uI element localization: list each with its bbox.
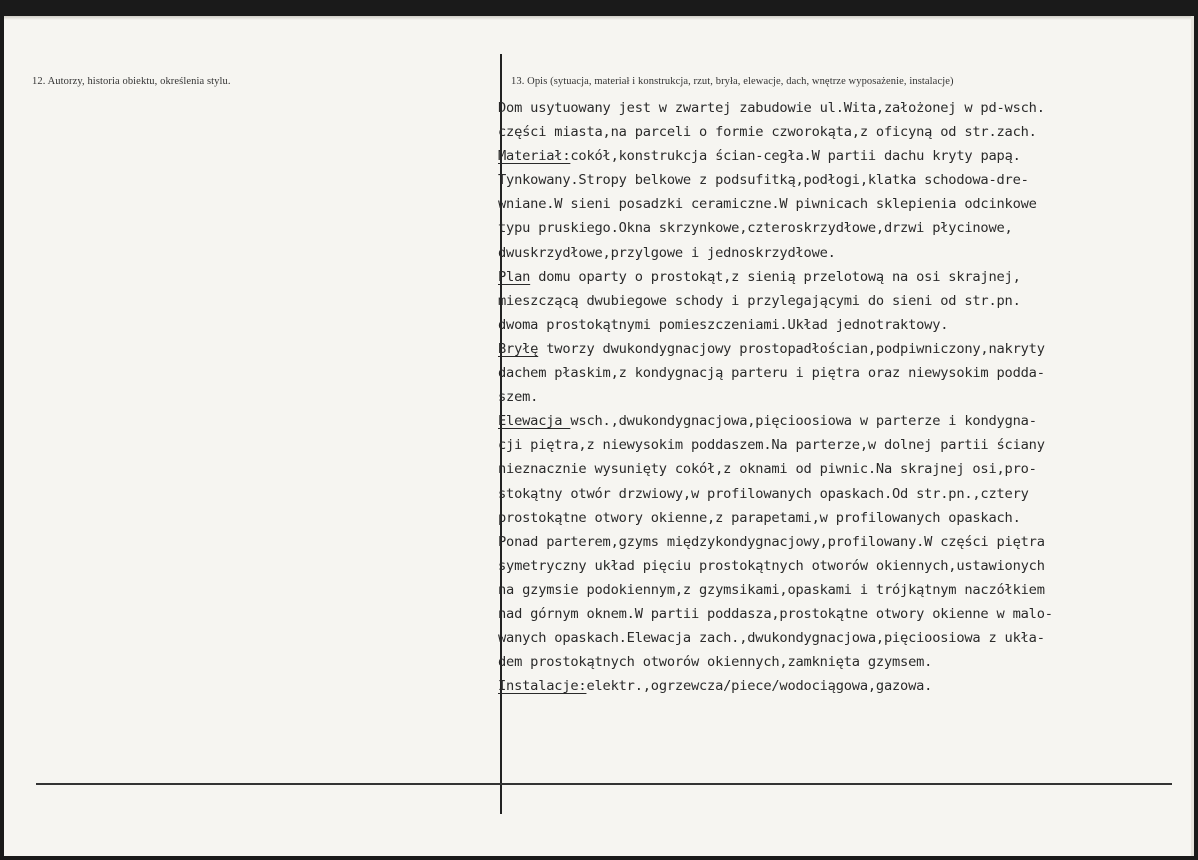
description-line-text: prostokątne otwory okienne,z parapetami,w profilowanych opaskach. [498,509,1021,526]
description-line [498,457,1194,481]
description-line-text: części miasta,na parceli o formie czworokąta,z oficyną od str.zach. [498,124,1037,141]
description-line-text: dachem płaskim,z kondygnacją parteru i piętra oraz niewysokim podda- [498,365,1045,382]
description-line [498,313,1194,337]
description-line-text: Dom usytuowany jest w zwartej zabudowie ul.Wita,założonej w pd-wsch. [498,100,1045,116]
description-line [498,602,1194,626]
description-line-text: symetryczny układ pięciu prostokątnych otworów okiennych,ustawionych [498,557,1045,574]
description-line [498,578,1194,602]
description-line [498,530,1194,554]
description-line [498,409,1194,433]
description-line [498,554,1194,578]
description-line-text: nad górnym oknem.W partii poddasza,prostokątne otwory okienne w malo- [498,605,1053,622]
description-line [498,241,1194,265]
sheet-top-edge [4,16,1194,20]
underlined-section-label: Instalacje: [498,678,587,695]
description-line-text: dwuskrzydłowe,przylgowe i jednoskrzydłowe. [498,244,836,261]
underlined-section-label: Materiał: [498,148,571,165]
description-line-text: cokół,konstrukcja ścian-cegła.W partii dachu kryty papą. [570,148,1021,165]
description-line [498,192,1194,216]
bottom-rule [36,783,1172,785]
form-sheet [4,16,1194,856]
description-line-text: na gzymsie podokiennym,z gzymsikami,opaskami i trójkątnym naczółkiem [498,581,1045,598]
section-13-heading: 13. Opis (sytuacja, materiał i konstrukcja, rzut, bryła, elewacje, dach, wnętrze wyposażenie, instalacje) [511,76,954,87]
description-line [498,216,1194,240]
typed-description [498,96,1194,698]
description-line [498,674,1194,698]
description-line [498,626,1194,650]
description-line-text: wanych opaskach.Elewacja zach.,dwukondygnacjowa,pięcioosiowa z ukła- [498,630,1045,647]
description-line [498,265,1194,289]
underlined-section-label: Plan [498,268,531,285]
description-line-text: Tynkowany.Stropy belkowe z podsufitką,podłogi,klatka schodowa-dre- [498,172,1029,189]
description-line [498,433,1194,457]
description-line [498,120,1194,144]
description-line-text: elektr.,ogrzewcza/piece/wodociągowa,gazowa. [586,678,933,695]
description-line-text: dwoma prostokątnymi pomieszczeniami.Układ jednotraktowy. [498,316,949,333]
section-12-heading: 12. Autorzy, historia obiektu, określenia stylu. [32,76,231,87]
description-line-text: Ponad parterem,gzyms międzykondygnacjowy,profilowany.W części piętra [498,533,1045,550]
description-line-text: wniane.W sieni posadzki ceramiczne.W piwnicach sklepienia odcinkowe [498,196,1037,213]
description-line [498,506,1194,530]
description-line [498,337,1194,361]
description-line-text: wsch.,dwukondygnacjowa,pięcioosiowa w parterze i kondygna- [570,413,1037,430]
description-line [498,144,1194,168]
description-line [498,361,1194,385]
description-line [498,482,1194,506]
description-line-text: stokątny otwór drzwiowy,w profilowanych opaskach.Od str.pn.,cztery [498,485,1029,502]
description-line-text: szem. [498,389,539,406]
description-line-text: cji piętra,z niewysokim poddaszem.Na parterze,w dolnej partii ściany [498,437,1045,454]
description-line [498,168,1194,192]
description-line [498,96,1194,120]
description-line [498,289,1194,313]
description-line-text: domu oparty o prostokąt,z sienią przelotową na osi skrajnej, [530,268,1021,285]
description-line-text: dem prostokątnych otworów okiennych,zamknięta gzymsem. [498,654,933,671]
description-line [498,650,1194,674]
description-line [498,385,1194,409]
description-line-text: typu pruskiego.Okna skrzynkowe,czteroskrzydłowe,drzwi płycinowe, [498,220,1013,237]
underlined-section-label: Elewacja [498,413,571,430]
description-line-text: tworzy dwukondygnacjowy prostopadłościan,podpiwniczony,nakryty [538,340,1045,357]
description-line-text: mieszczącą dwubiegowe schody i przylegającymi do sieni od str.pn. [498,292,1021,309]
description-line-text: nieznacznie wysunięty cokół,z oknami od piwnic.Na skrajnej osi,pro- [498,461,1037,478]
underlined-section-label: Bryłę [498,340,539,357]
